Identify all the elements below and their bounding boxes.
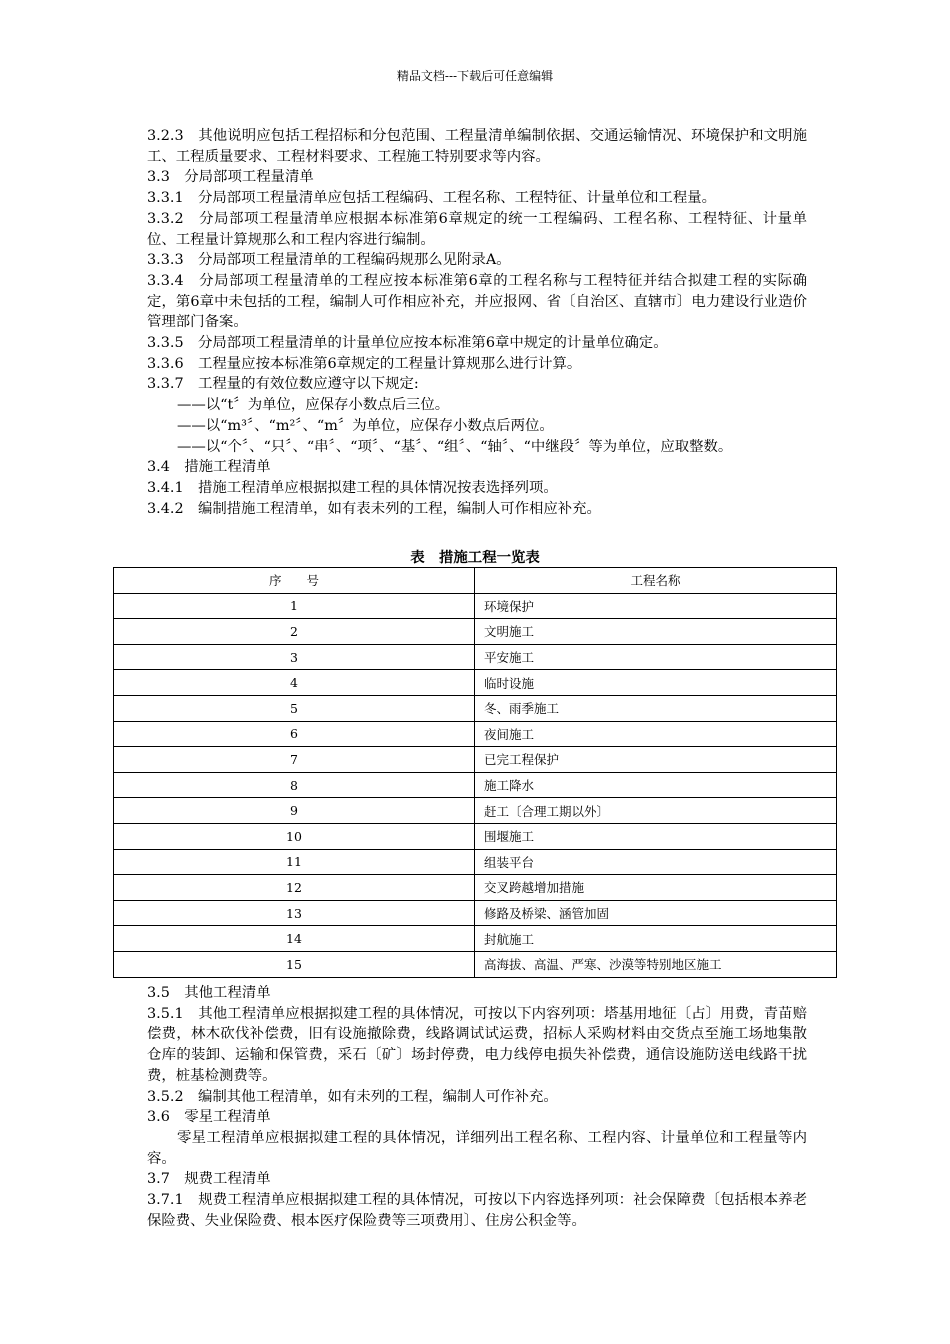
paragraph: 3.3.2 分局部项工程量清单应根据本标准第6章规定的统一工程编码、工程名称、工程特征、计量单位、工程量计算规那么和工程内容进行编制。 [147,210,807,248]
paragraph: 3.4.2 编制措施工程清单，如有表未列的工程，编制人可作相应补充。 [147,500,601,517]
table-row [114,695,837,721]
table-row [114,670,837,696]
row-item-name: 组装平台 [475,849,837,875]
paragraph: 3.3.7 工程量的有效位数应遵守以下规定: [147,376,419,393]
table-row [114,721,837,747]
table-row [114,772,837,798]
row-number: 9 [114,798,475,824]
row-number: 11 [114,849,475,875]
table-row [114,926,837,952]
page-header: 精品文档---下载后可任意编辑 [396,69,554,83]
row-item-name: 修路及桥梁、涵管加固 [475,900,837,926]
row-item-name: 环境保护 [475,593,837,619]
row-item-name: 赶工〔合理工期以外〕 [475,798,837,824]
row-item-name: 已完工程保护 [475,747,837,773]
row-number: 6 [114,721,475,747]
paragraph: 3.5.1 其他工程清单应根据拟建工程的具体情况，可按以下内容列项：塔基用地征〔占〕用费，青苗赔偿费，林木砍伐补偿费，旧有设施撤除费，线路调试试运费，招标人采购材料由交货点至施工场地集散仓库的装卸、运输和保管费，采石〔矿〕场封停费，电力线停电损失补偿费，通信设施防送电线路干扰费，桩基检测费等。 [147,1005,807,1084]
row-item-name: 施工降水 [475,772,837,798]
table-row [114,849,837,875]
paragraph: ——以“m³〞、“m²〞、“m〞为单位，应保存小数点后两位。 [177,417,554,434]
row-item-name: 围堰施工 [475,823,837,849]
table-title: 表 措施工程一览表 [410,549,540,566]
row-item-name: 封航施工 [475,926,837,952]
paragraph: 3.5 其他工程清单 [147,985,271,1001]
table-row [114,593,837,619]
paragraph: 3.3.6 工程量应按本标准第6章规定的工程量计算规那么进行计算。 [147,355,582,372]
paragraph: 3.3.3 分局部项工程量清单的工程编码规那么见附录A。 [147,252,511,269]
paragraph: 3.3.5 分局部项工程量清单的计量单位应按本标准第6章中规定的计量单位确定。 [147,335,668,352]
paragraph: 3.6 零星工程清单 [147,1109,271,1126]
paragraph: 3.4 措施工程清单 [147,459,271,476]
table-row [114,747,837,773]
row-number: 13 [114,900,475,926]
row-item-name: 冬、雨季施工 [475,695,837,721]
row-number: 4 [114,670,475,696]
paragraph: 3.5.2 编制其他工程清单，如有未列的工程，编制人可作补充。 [147,1088,558,1105]
paragraph: 3.3.1 分局部项工程量清单应包括工程编码、工程名称、工程特征、计量单位和工程量。 [147,190,717,207]
table-row [114,875,837,901]
section-b-body [147,983,807,1231]
row-item-name: 夜间施工 [475,721,837,747]
row-number: 7 [114,747,475,773]
row-number: 5 [114,695,475,721]
column-header-no: 序 号 [114,568,475,594]
paragraph: 零星工程清单应根据拟建工程的具体情况，详细列出工程名称、工程内容、计量单位和工程量等内容。 [147,1129,807,1167]
row-item-name: 文明施工 [475,619,837,645]
paragraph: 3.7.1 规费工程清单应根据拟建工程的具体情况，可按以下内容选择列项：社会保障费〔包括根本养老保险费、失业保险费、根本医疗保险费等三项费用〕、住房公积金等。 [147,1192,807,1229]
table-row [114,951,837,977]
row-number: 10 [114,823,475,849]
row-number: 1 [114,593,475,619]
table-row [114,644,837,670]
section-a-body [147,126,807,519]
measures-table [113,567,837,978]
paragraph: 3.2.3 其他说明应包括工程招标和分包范围、工程量清单编制依据、交通运输情况、环境保护和文明施工、工程质量要求、工程材料要求、工程施工特别要求等内容。 [147,128,807,165]
paragraph: 3.3.4 分局部项工程量清单的工程应按本标准第6章的工程名称与工程特征并结合拟建工程的实际确定，第6章中未包括的工程，编制人可作相应补充，并应报网、省〔自治区、直辖市〕电力建设行业造价管理部门备案。 [147,272,807,331]
table-row [114,798,837,824]
paragraph: 3.3 分局部项工程量清单 [147,169,314,186]
table-header-row [114,568,837,594]
table-row [114,619,837,645]
row-item-name: 临时设施 [475,670,837,696]
row-item-name: 平安施工 [475,644,837,670]
row-number: 15 [114,951,475,977]
row-number: 12 [114,875,475,901]
paragraph: ——以“个〞、“只〞、“串〞、“项〞、“基〞、“组〞、“轴〞、“中继段〞等为单位，应取整数。 [177,438,733,455]
table-row [114,823,837,849]
paragraph: ——以“t〞为单位，应保存小数点后三位。 [177,397,450,414]
row-item-name: 高海拔、高温、严寒、沙漠等特别地区施工 [475,951,837,977]
row-number: 2 [114,619,475,645]
column-header-name: 工程名称 [475,568,837,594]
paragraph: 3.4.1 措施工程清单应根据拟建工程的具体情况按表选择列项。 [147,479,558,496]
paragraph: 3.7 规费工程清单 [147,1171,271,1188]
row-item-name: 交叉跨越增加措施 [475,875,837,901]
row-number: 8 [114,772,475,798]
table-row [114,900,837,926]
row-number: 14 [114,926,475,952]
row-number: 3 [114,644,475,670]
